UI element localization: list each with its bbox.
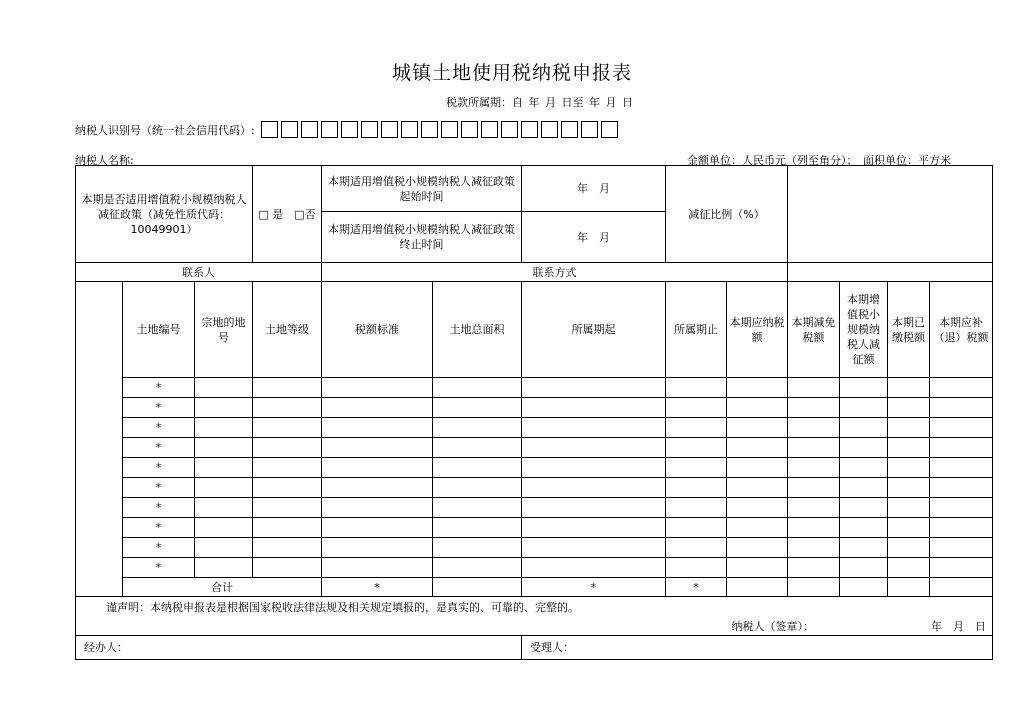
data-cell[interactable] bbox=[666, 538, 727, 558]
col-header-total-area: 土地总面积 bbox=[433, 282, 522, 378]
data-cell[interactable] bbox=[522, 418, 666, 438]
data-cell[interactable] bbox=[322, 498, 433, 518]
data-cell[interactable] bbox=[322, 518, 433, 538]
total-tax-payable[interactable] bbox=[727, 578, 788, 597]
col-header-parcel-no: 宗地的地号 bbox=[195, 282, 253, 378]
total-tax-refund[interactable] bbox=[930, 578, 993, 597]
data-cell[interactable] bbox=[253, 398, 322, 418]
data-cell[interactable] bbox=[930, 478, 993, 498]
data-cell[interactable] bbox=[840, 438, 888, 458]
data-cell[interactable] bbox=[788, 538, 840, 558]
policy-start-value[interactable]: 年 月 bbox=[522, 166, 666, 212]
taxpayer-id-digit-box[interactable] bbox=[261, 121, 278, 138]
table-row bbox=[76, 418, 993, 438]
table-row bbox=[76, 498, 993, 518]
data-cell[interactable] bbox=[727, 478, 788, 498]
data-cell[interactable] bbox=[322, 438, 433, 458]
taxpayer-id-digit-box[interactable] bbox=[541, 121, 558, 138]
data-cell[interactable] bbox=[253, 498, 322, 518]
table-row bbox=[76, 458, 993, 478]
data-cell[interactable] bbox=[253, 478, 322, 498]
data-cell[interactable] bbox=[666, 518, 727, 538]
data-cell[interactable] bbox=[840, 558, 888, 578]
data-cell[interactable] bbox=[727, 418, 788, 438]
data-cell[interactable] bbox=[433, 418, 522, 438]
data-cell[interactable] bbox=[522, 438, 666, 458]
data-cell[interactable] bbox=[666, 498, 727, 518]
data-cell[interactable] bbox=[433, 518, 522, 538]
land-no-cell[interactable]: * bbox=[123, 458, 195, 478]
data-cell[interactable] bbox=[433, 438, 522, 458]
taxpayer-id-digit-box[interactable] bbox=[441, 121, 458, 138]
data-cell[interactable] bbox=[840, 458, 888, 478]
data-cell[interactable] bbox=[433, 478, 522, 498]
taxpayer-id-boxes[interactable] bbox=[261, 121, 621, 138]
col-header-tax-payable: 本期应纳税额 bbox=[727, 282, 788, 378]
reduction-ratio-label: 减征比例（%） bbox=[666, 166, 788, 263]
policy-yes-no-checkboxes[interactable]: □ 是 □否 bbox=[253, 166, 322, 263]
data-cell[interactable] bbox=[727, 438, 788, 458]
data-cell[interactable] bbox=[666, 478, 727, 498]
taxpayer-id-digit-box[interactable] bbox=[601, 121, 618, 138]
data-cell[interactable] bbox=[522, 398, 666, 418]
total-period-end: * bbox=[666, 578, 727, 597]
taxpayer-id-digit-box[interactable] bbox=[461, 121, 478, 138]
taxpayer-id-digit-box[interactable] bbox=[341, 121, 358, 138]
data-cell[interactable] bbox=[930, 378, 993, 398]
col-header-land-no: 土地编号 bbox=[123, 282, 195, 378]
data-cell[interactable] bbox=[930, 498, 993, 518]
data-cell[interactable] bbox=[840, 418, 888, 438]
data-cell[interactable] bbox=[195, 418, 253, 438]
data-cell[interactable] bbox=[322, 478, 433, 498]
land-no-cell[interactable]: * bbox=[123, 518, 195, 538]
taxpayer-id-digit-box[interactable] bbox=[361, 121, 378, 138]
col-header-period-end: 所属期止 bbox=[666, 282, 727, 378]
data-cell[interactable] bbox=[788, 398, 840, 418]
data-cell[interactable] bbox=[727, 498, 788, 518]
data-cell[interactable] bbox=[788, 558, 840, 578]
data-cell[interactable] bbox=[930, 458, 993, 478]
taxpayer-id-digit-box[interactable] bbox=[381, 121, 398, 138]
data-cell[interactable] bbox=[522, 458, 666, 478]
data-cell[interactable] bbox=[195, 378, 253, 398]
land-no-cell[interactable]: * bbox=[123, 438, 195, 458]
contact-person-label: 联系人 bbox=[76, 263, 322, 282]
data-cell[interactable] bbox=[788, 518, 840, 538]
data-cell[interactable] bbox=[522, 538, 666, 558]
data-cell[interactable] bbox=[433, 398, 522, 418]
data-cell[interactable] bbox=[840, 538, 888, 558]
table-row bbox=[76, 538, 993, 558]
data-cell[interactable] bbox=[666, 458, 727, 478]
data-cell[interactable] bbox=[322, 538, 433, 558]
taxpayer-id-digit-box[interactable] bbox=[521, 121, 538, 138]
data-cell[interactable] bbox=[322, 558, 433, 578]
land-no-cell[interactable]: * bbox=[123, 398, 195, 418]
handler-label[interactable]: 经办人： bbox=[76, 636, 522, 660]
left-margin-cell bbox=[76, 282, 123, 597]
data-cell[interactable] bbox=[930, 438, 993, 458]
data-cell[interactable] bbox=[522, 498, 666, 518]
land-no-cell[interactable]: * bbox=[123, 558, 195, 578]
taxpayer-id-label: 纳税人识别号（统一社会信用代码）: bbox=[75, 123, 255, 137]
data-cell[interactable] bbox=[788, 478, 840, 498]
table-row bbox=[76, 518, 993, 538]
col-header-vat-reduction: 本期增值税小规模纳税人减征额 bbox=[840, 282, 888, 378]
data-cell[interactable] bbox=[788, 458, 840, 478]
col-header-period-start: 所属期起 bbox=[522, 282, 666, 378]
land-no-cell[interactable]: * bbox=[123, 498, 195, 518]
data-cell[interactable] bbox=[253, 558, 322, 578]
data-cell[interactable] bbox=[930, 518, 993, 538]
data-cell[interactable] bbox=[788, 378, 840, 398]
data-cell[interactable] bbox=[888, 438, 930, 458]
data-cell[interactable] bbox=[195, 398, 253, 418]
data-cell[interactable] bbox=[253, 378, 322, 398]
data-cell[interactable] bbox=[522, 518, 666, 538]
taxpayer-id-row bbox=[75, 121, 621, 138]
data-cell[interactable] bbox=[888, 418, 930, 438]
data-cell[interactable] bbox=[666, 438, 727, 458]
data-cell[interactable] bbox=[727, 538, 788, 558]
taxpayer-id-digit-box[interactable] bbox=[481, 121, 498, 138]
signature-label: 纳税人（签章）： bbox=[731, 619, 815, 633]
table-row bbox=[76, 378, 993, 398]
policy-question: 本期是否适用增值税小规模纳税人减征政策（减免性质代码：10049901） bbox=[76, 166, 253, 263]
taxpayer-id-digit-box[interactable] bbox=[281, 121, 298, 138]
data-cell[interactable] bbox=[788, 498, 840, 518]
data-cell[interactable] bbox=[195, 558, 253, 578]
col-header-tax-refund: 本期应补（退）税额 bbox=[930, 282, 993, 378]
land-no-cell[interactable]: * bbox=[123, 418, 195, 438]
data-cell[interactable] bbox=[840, 498, 888, 518]
data-cell[interactable] bbox=[666, 398, 727, 418]
taxpayer-name-label: 纳税人名称: bbox=[75, 154, 134, 167]
data-cell[interactable] bbox=[195, 498, 253, 518]
data-cell[interactable] bbox=[433, 558, 522, 578]
declaration-text: 谨声明：本纳税申报表是根据国家税收法律法规及相关规定填报的，是真实的、可靠的、完整的。 bbox=[76, 597, 993, 618]
data-cell[interactable] bbox=[253, 438, 322, 458]
data-cell[interactable] bbox=[322, 418, 433, 438]
land-no-cell[interactable]: * bbox=[123, 478, 195, 498]
policy-end-value[interactable]: 年 月 bbox=[522, 212, 666, 263]
units-label: 金额单位：人民币元（列至角分）； 面积单位：平方米 bbox=[687, 154, 951, 167]
data-cell[interactable] bbox=[195, 518, 253, 538]
data-cell[interactable] bbox=[930, 538, 993, 558]
data-cell[interactable] bbox=[195, 478, 253, 498]
policy-start-label: 本期适用增值税小规模纳税人减征政策起始时间 bbox=[322, 166, 522, 212]
contact-method-label: 联系方式 bbox=[322, 263, 788, 282]
data-cell[interactable] bbox=[888, 558, 930, 578]
acceptor-label[interactable]: 受理人： bbox=[522, 636, 993, 660]
data-cell[interactable] bbox=[322, 378, 433, 398]
data-cell[interactable] bbox=[522, 378, 666, 398]
tax-period-line: 税款所属期：自 年 月 日至 年 月 日 bbox=[446, 96, 633, 109]
data-cell[interactable] bbox=[888, 398, 930, 418]
taxpayer-id-digit-box[interactable] bbox=[421, 121, 438, 138]
data-cell[interactable] bbox=[666, 378, 727, 398]
signature-date: 年 月 日 bbox=[931, 619, 987, 633]
taxpayer-id-digit-box[interactable] bbox=[301, 121, 318, 138]
data-cell[interactable] bbox=[727, 398, 788, 418]
data-cell[interactable] bbox=[666, 558, 727, 578]
col-header-tax-reduced: 本期减免税额 bbox=[788, 282, 840, 378]
land-no-cell[interactable]: * bbox=[123, 538, 195, 558]
taxpayer-id-digit-box[interactable] bbox=[581, 121, 598, 138]
contact-method-value[interactable] bbox=[788, 263, 993, 282]
total-label: 合计 bbox=[123, 578, 322, 597]
data-cell[interactable] bbox=[840, 518, 888, 538]
data-cell[interactable] bbox=[888, 378, 930, 398]
table-row bbox=[76, 438, 993, 458]
total-area-cell[interactable] bbox=[433, 578, 522, 597]
taxpayer-id-digit-box[interactable] bbox=[501, 121, 518, 138]
data-cell[interactable] bbox=[840, 478, 888, 498]
data-cell[interactable] bbox=[253, 418, 322, 438]
data-cell[interactable] bbox=[840, 398, 888, 418]
data-cell[interactable] bbox=[322, 398, 433, 418]
data-cell[interactable] bbox=[253, 538, 322, 558]
data-cell[interactable] bbox=[930, 398, 993, 418]
data-cell[interactable] bbox=[195, 458, 253, 478]
total-tax-standard: * bbox=[322, 578, 433, 597]
declaration-table bbox=[75, 165, 993, 660]
signature-row bbox=[76, 618, 993, 636]
total-period-start: * bbox=[522, 578, 666, 597]
table-row bbox=[76, 558, 993, 578]
data-cell[interactable] bbox=[727, 518, 788, 538]
total-vat-reduction[interactable] bbox=[840, 578, 888, 597]
data-cell[interactable] bbox=[727, 378, 788, 398]
table-row bbox=[76, 478, 993, 498]
data-cell[interactable] bbox=[888, 478, 930, 498]
data-cell[interactable] bbox=[727, 558, 788, 578]
taxpayer-id-digit-box[interactable] bbox=[561, 121, 578, 138]
taxpayer-id-digit-box[interactable] bbox=[401, 121, 418, 138]
data-cell[interactable] bbox=[788, 418, 840, 438]
data-cell[interactable] bbox=[930, 558, 993, 578]
data-cell[interactable] bbox=[195, 438, 253, 458]
data-cell[interactable] bbox=[522, 478, 666, 498]
data-cell[interactable] bbox=[788, 438, 840, 458]
taxpayer-id-digit-box[interactable] bbox=[321, 121, 338, 138]
col-header-tax-standard: 税额标准 bbox=[322, 282, 433, 378]
data-cell[interactable] bbox=[888, 458, 930, 478]
data-cell[interactable] bbox=[727, 458, 788, 478]
land-no-cell[interactable]: * bbox=[123, 378, 195, 398]
col-header-tax-paid: 本期已缴税额 bbox=[888, 282, 930, 378]
data-cell[interactable] bbox=[433, 458, 522, 478]
col-header-land-grade: 土地等级 bbox=[253, 282, 322, 378]
data-cell[interactable] bbox=[433, 378, 522, 398]
data-cell[interactable] bbox=[322, 458, 433, 478]
data-cell[interactable] bbox=[840, 378, 888, 398]
data-cell[interactable] bbox=[666, 418, 727, 438]
data-cell[interactable] bbox=[195, 538, 253, 558]
data-cell[interactable] bbox=[888, 538, 930, 558]
data-cell[interactable] bbox=[888, 498, 930, 518]
total-tax-paid[interactable] bbox=[888, 578, 930, 597]
data-cell[interactable] bbox=[433, 538, 522, 558]
table-row bbox=[76, 398, 993, 418]
total-tax-reduced[interactable] bbox=[788, 578, 840, 597]
data-cell[interactable] bbox=[253, 458, 322, 478]
data-cell[interactable] bbox=[888, 518, 930, 538]
reduction-ratio-value[interactable] bbox=[788, 166, 993, 263]
data-cell[interactable] bbox=[253, 518, 322, 538]
form-title: 城镇土地使用税纳税申报表 bbox=[391, 62, 632, 84]
data-cell[interactable] bbox=[930, 418, 993, 438]
data-cell[interactable] bbox=[433, 498, 522, 518]
policy-end-label: 本期适用增值税小规模纳税人减征政策终止时间 bbox=[322, 212, 522, 263]
data-cell[interactable] bbox=[522, 558, 666, 578]
